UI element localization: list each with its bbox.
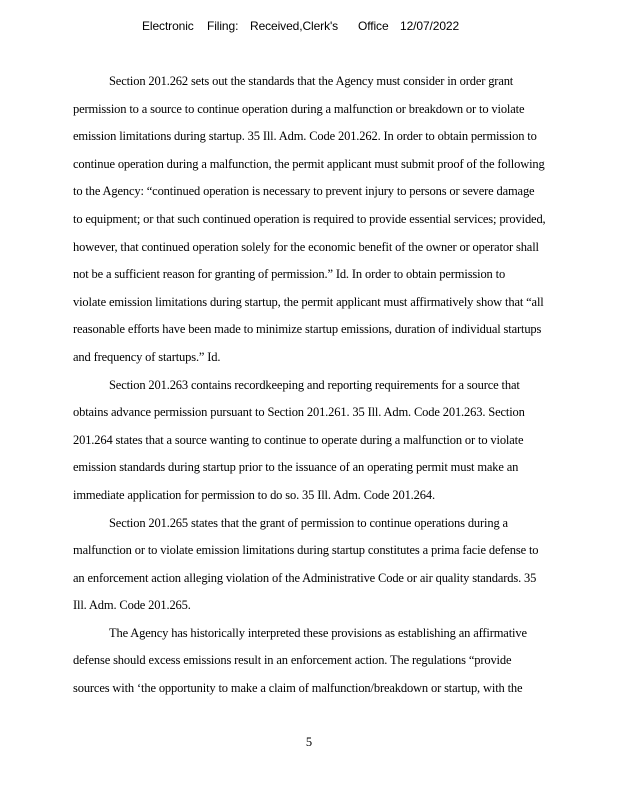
filing-header (0, 19, 618, 37)
text-line: obtains advance permission pursuant to Section 201.261. 35 Ill. Adm. Code 201.263. Section (73, 405, 525, 420)
header-filing: Filing: (207, 19, 239, 33)
text-line: not be a sufficient reason for granting of permission.” Id. In order to obtain permission to (73, 267, 506, 282)
text-line: and frequency of startups.” Id. (73, 349, 221, 364)
text-line: emission limitations during startup. 35 Ill. Adm. Code 201.262. In order to obtain permission to (73, 129, 537, 144)
text-line: sources with ‘the opportunity to make a claim of malfunction/breakdown or startup, with the (73, 681, 523, 696)
header-office: Office (358, 19, 389, 33)
text-line: emission standards during startup prior to the issuance of an operating permit must make an (73, 460, 519, 475)
text-line: immediate application for permission to do so. 35 Ill. Adm. Code 201.264. (73, 487, 435, 502)
text-line: Section 201.262 sets out the standards that the Agency must consider in order grant (109, 74, 514, 88)
text-line: violate emission limitations during startup, the permit applicant must affirmatively show that “all (73, 294, 544, 309)
text-line: continue operation during a malfunction, the permit applicant must submit proof of the following (73, 156, 545, 171)
text-line: Section 201.265 states that the grant of permission to continue operations during a (109, 515, 508, 530)
text-line: malfunction or to violate emission limitations during startup constitutes a prima facie defense to (73, 543, 539, 558)
text-line: an enforcement action alleging violation of the Administrative Code or air quality standards. 35 (73, 570, 537, 585)
text-line: permission to a source to continue operation during a malfunction or breakdown or to violate (73, 101, 525, 116)
header-date: 12/07/2022 (400, 19, 460, 33)
text-line: defense should excess emissions result in an enforcement action. The regulations “provide (73, 653, 512, 668)
text-line: The Agency has historically interpreted these provisions as establishing an affirmative (109, 625, 527, 640)
text-line: Section 201.263 contains recordkeeping and reporting requirements for a source that (109, 377, 520, 392)
text-line: to the Agency: “continued operation is necessary to prevent injury to persons or severe damage (73, 184, 535, 199)
document-body (73, 68, 613, 703)
page-number: 5 (305, 735, 313, 749)
text-line: 201.264 states that a source wanting to continue to operate during a malfunction or to violate (73, 432, 524, 447)
text-line: however, that continued operation solely for the economic benefit of the owner or operator shall (73, 239, 539, 254)
header-electronic: Electronic (142, 19, 194, 33)
text-line: to equipment; or that such continued operation is required to provide essential services; provided, (73, 211, 546, 226)
text-line: reasonable efforts have been made to minimize startup emissions, duration of individual startups (73, 322, 542, 337)
text-line: Ill. Adm. Code 201.265. (73, 598, 191, 613)
header-received: Received,Clerk's (250, 19, 339, 33)
